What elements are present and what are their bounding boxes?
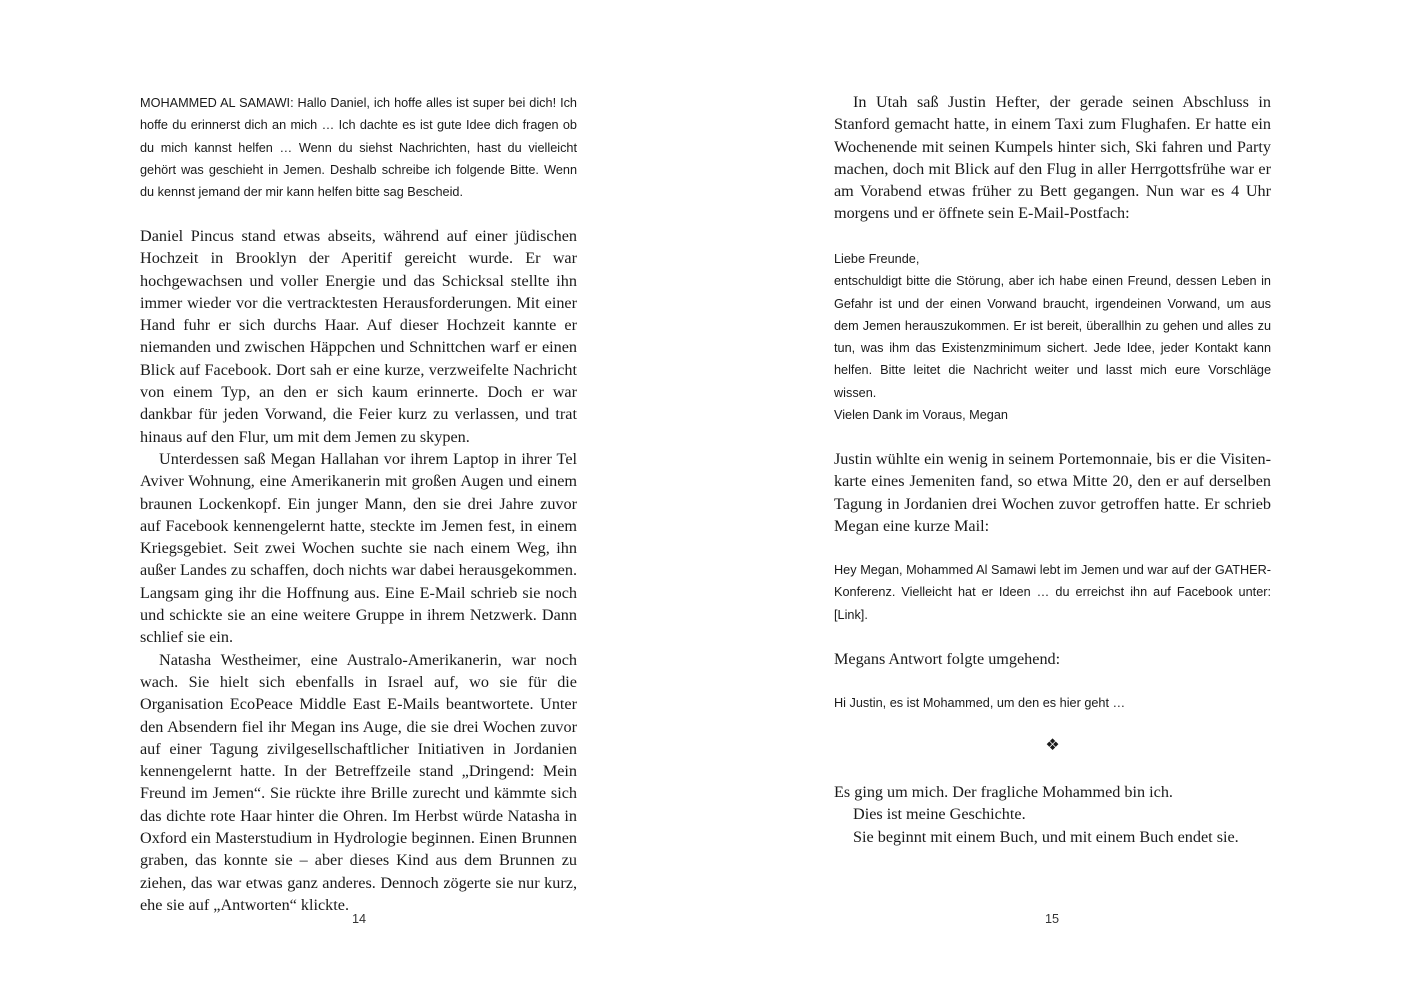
facebook-message: [140, 92, 577, 203]
megan-email: [834, 248, 1271, 426]
page-number-left: 14: [351, 912, 367, 926]
closing-line-1: Es ging um mich. Der fragliche Mohammed bin ich.: [834, 783, 1173, 801]
closing-line-3: Sie beginnt mit einem Buch, und mit einem Buch endet sie.: [853, 827, 1239, 846]
paragraph-daniel: Daniel Pincus stand etwas abseits, während auf einer jüdischen Hochzeit in Brooklyn der Aperitif gereicht wurde. Er war hochgewachsen und voller Energie und das Schicksal stellte ihn immer wieder vor die vertracktesten Herausforderungen. Mit einer Hand fuhr er sich durchs Haar. Auf dieser Hochzeit kannte er niemanden und zwischen Häppchen und Schnittchen warf er einen Blick auf Facebook. Dort sah er eine kurze, verzweifelte Nachricht von einem Typ, an den er sich kaum erinnerte. Doch er war dankbar für jeden Vorwand, die Feier kurz zu verlassen, und trat hinaus auf den Flur, um mit dem Jemen zu skypen.: [140, 227, 577, 446]
reply-intro: [834, 648, 1271, 670]
narrative-text: [140, 225, 577, 916]
paragraph-megan: Unterdessen saß Megan Hallahan vor ihrem Laptop in ihrer Tel Aviver Wohnung, eine Amerikanerin mit großen Augen und einem braunen Lockenkopf. Ein junger Mann, den sie drei Jahre zuvor auf Facebook kennengelernt hatte, steckte im Jemen fest, in einem Kriegsgebiet. Seit zwei Wochen suchte sie nach einem Weg, ihn außer Landes zu schaffen, doch nichts war dabei herausgekommen. Langsam ging ihr die Hoffnung aus. Eine E-Mail schrieb sie noch und schickte sie an eine weitere Gruppe in ihrem Netzwerk. Dann schlief sie ein.: [140, 449, 577, 647]
megan-reply: [834, 692, 1271, 714]
section-ornament: ❖: [1045, 735, 1060, 754]
email-signoff: Vielen Dank im Voraus, Megan: [834, 408, 1008, 423]
paragraph-justin-intro: In Utah saß Justin Hefter, der gerade seinen Abschluss in Stanford gemacht hatte, in einem Taxi zum Flughafen. Er hatte ein Wochenende mit seinen Kumpels hinter sich, Ski fahren und Party machen, doch mit Blick auf den Flug in aller Herrgottsfrühe war er am Vorabend etwas früher zu Bett gegangen. Nun war es 4 Uhr morgens und er öffnete sein E-Mail-Postfach:: [834, 93, 1271, 223]
paragraph-justin-wallet: Justin wühlte ein wenig in seinem Portemonnaie, bis er die Visitenkarte eines Jemeniten fand, so etwa Mitte 20, den er auf derselben Tagung in Jordanien drei Wochen zuvor getroffen hatte. Er schrieb Megan eine kurze Mail:: [834, 450, 1271, 535]
paragraph-natasha: Natasha Westheimer, eine Australo-Amerikanerin, war noch wach. Sie hielt sich ebenfalls in Israel auf, wo sie für die Organisation EcoPeace Middle East E-Mails beantwortete. Unter den Absendern fiel ihr Megan ins Auge, die sie drei Wochen zuvor auf einer Tagung zivilgesellschaftlicher Initiativen in Jordanien kennengelernt hatte. In der Betreffzeile stand „Dringend: Mein Freund im Jemen“. Sie rückte ihre Brille zurecht und kämmte sich das dichte rote Haar hinter die Ohren. Im Herbst würde Natasha in Oxford ein Masterstudium in Hydrologie beginnen. Einen Brunnen graben, das konnte sie – aber dieses Kind aus dem Brunnen zu ziehen, das war etwas ganz anderes. Dennoch zögerte sie nur kurz, ehe sie auf „Antworten“ klickte.: [140, 650, 577, 914]
megan-reply-text: Hi Justin, es ist Mohammed, um den es hier geht …: [834, 696, 1126, 710]
megan-reply-intro: Megans Antwort folgte umgehend:: [834, 650, 1061, 668]
message-text: MOHAMMED AL SAMAWI: Hallo Daniel, ich hoffe alles ist super bei dich! Ich hoffe du erinnerst dich an mich … Ich dachte es ist gute Idee dich fragen ob du mich kannst helfen … Wenn du siehst Nachrichten, hast du vielleicht gehört was geschieht in Jemen. Deshalb schreibe ich folgende Bitte. Wenn du kennst jemand der mir kann helfen bitte sag Bescheid.: [140, 96, 577, 200]
justin-text: [834, 448, 1271, 537]
closing-line-2: Dies ist meine Geschichte.: [853, 805, 1026, 824]
email-greeting: Liebe Freunde,: [834, 252, 920, 266]
closing-text: [834, 781, 1271, 848]
right-page: [707, 0, 1414, 1000]
justin-mail: [834, 559, 1271, 626]
justin-mail-text: Hey Megan, Mohammed Al Samawi lebt im Jemen und war auf der GATHER-Konferenz. Vielleicht hat er Ideen … du erreichst ihn auf Facebook unter: [Link].: [834, 563, 1271, 622]
page-number-right: 15: [1044, 912, 1060, 926]
intro-text: [834, 91, 1271, 225]
email-body: entschuldigt bitte die Störung, aber ich habe einen Freund, dessen Leben in Gefahr ist und der einen Vorwand braucht, irgendeinen Vorwand, um aus dem Jemen herauszukommen. Er ist bereit, überallhin zu gehen und alles zu tun, was ihm das Existenzminimum sichert. Jede Idee, jeder Kontakt kann helfen. Bitte leitet die Nachricht weiter und lasst mich eure Vorschläge wissen.: [834, 274, 1271, 400]
